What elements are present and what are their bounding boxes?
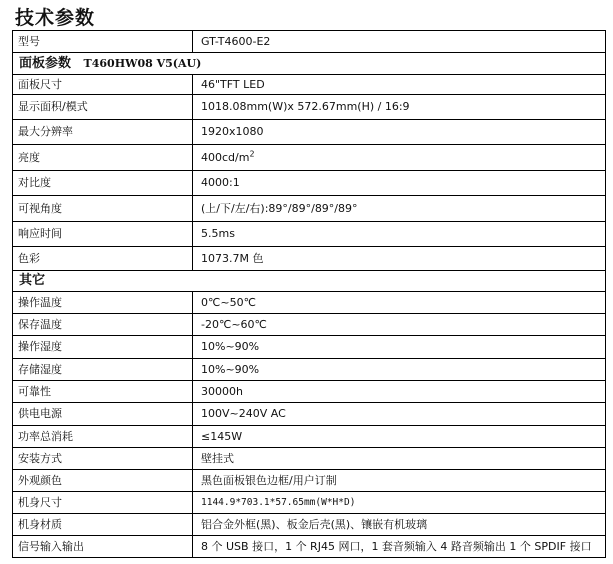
spec-table [12,30,606,558]
row-value: 铝合金外框(黑)、板金后壳(黑)、镶嵌有机玻璃 [193,514,606,536]
row-value: 5.5ms [193,222,606,247]
row-label: 色彩 [13,247,193,271]
table-row [13,145,606,171]
table-row [13,492,606,514]
row-value: 0℃~50℃ [193,292,606,314]
section-title: 其它 [13,271,606,292]
table-row [13,247,606,271]
page-title: 技术参数 [15,7,96,29]
row-label: 操作湿度 [13,336,193,359]
table-row [13,171,606,196]
table-row [13,381,606,403]
row-label: 最大分辨率 [13,120,193,145]
row-label: 存储湿度 [13,359,193,381]
section-title: 面板参数 [19,55,72,71]
row-label: 安装方式 [13,448,193,470]
row-value: -20℃~60℃ [193,314,606,336]
brightness-unit-exponent: 2 [249,148,255,158]
table-row [13,359,606,381]
row-value: 10%~90% [193,359,606,381]
row-label: 亮度 [13,145,193,171]
row-label: 功率总消耗 [13,426,193,448]
row-label: 机身尺寸 [13,492,193,514]
table-row [13,448,606,470]
row-value: 30000h [193,381,606,403]
panel-model: T460HW08 V5(AU) [83,56,202,70]
row-value: 壁挂式 [193,448,606,470]
section-title-cell [13,53,606,75]
row-label: 保存温度 [13,314,193,336]
table-row [13,75,606,95]
row-label: 信号输入输出 [13,536,193,558]
table-row [13,31,606,53]
row-value: (上/下/左/右):89°/89°/89°/89° [193,196,606,222]
row-label: 外观颜色 [13,470,193,492]
row-value: 10%~90% [193,336,606,359]
table-row [13,222,606,247]
row-label: 操作温度 [13,292,193,314]
table-row [13,95,606,120]
row-label: 可靠性 [13,381,193,403]
table-row [13,314,606,336]
row-value: 100V~240V AC [193,403,606,426]
row-value: ≤145W [193,426,606,448]
row-value [193,145,606,171]
row-label: 显示面积/模式 [13,95,193,120]
table-row [13,403,606,426]
row-label: 响应时间 [13,222,193,247]
table-row [13,514,606,536]
row-label: 机身材质 [13,514,193,536]
row-value: 1018.08mm(W)x 572.67mm(H) / 16:9 [193,95,606,120]
row-value: 1920x1080 [193,120,606,145]
table-row [13,426,606,448]
table-row [13,536,606,558]
brightness-value: 400cd/m [201,150,250,164]
table-row [13,336,606,359]
row-value: 8 个 USB 接口，1 个 RJ45 网口，1 套音频输入 4 路音频输出 1 个 SPDIF 接口 [193,536,606,558]
row-value: 1144.9*703.1*57.65mm(W*H*D) [193,492,606,514]
row-label: 可视角度 [13,196,193,222]
table-row [13,292,606,314]
table-row [13,120,606,145]
row-value: 46"TFT LED [193,75,606,95]
table-row [13,470,606,492]
row-label: 供电电源 [13,403,193,426]
row-value: 黑色面板银色边框/用户订制 [193,470,606,492]
row-value: GT-T4600-E2 [193,31,606,53]
row-label: 型号 [13,31,193,53]
section-header-other [13,271,606,292]
row-value: 1073.7M 色 [193,247,606,271]
row-value: 4000:1 [193,171,606,196]
table-row [13,196,606,222]
section-header-panel [13,53,606,75]
row-label: 对比度 [13,171,193,196]
row-label: 面板尺寸 [13,75,193,95]
